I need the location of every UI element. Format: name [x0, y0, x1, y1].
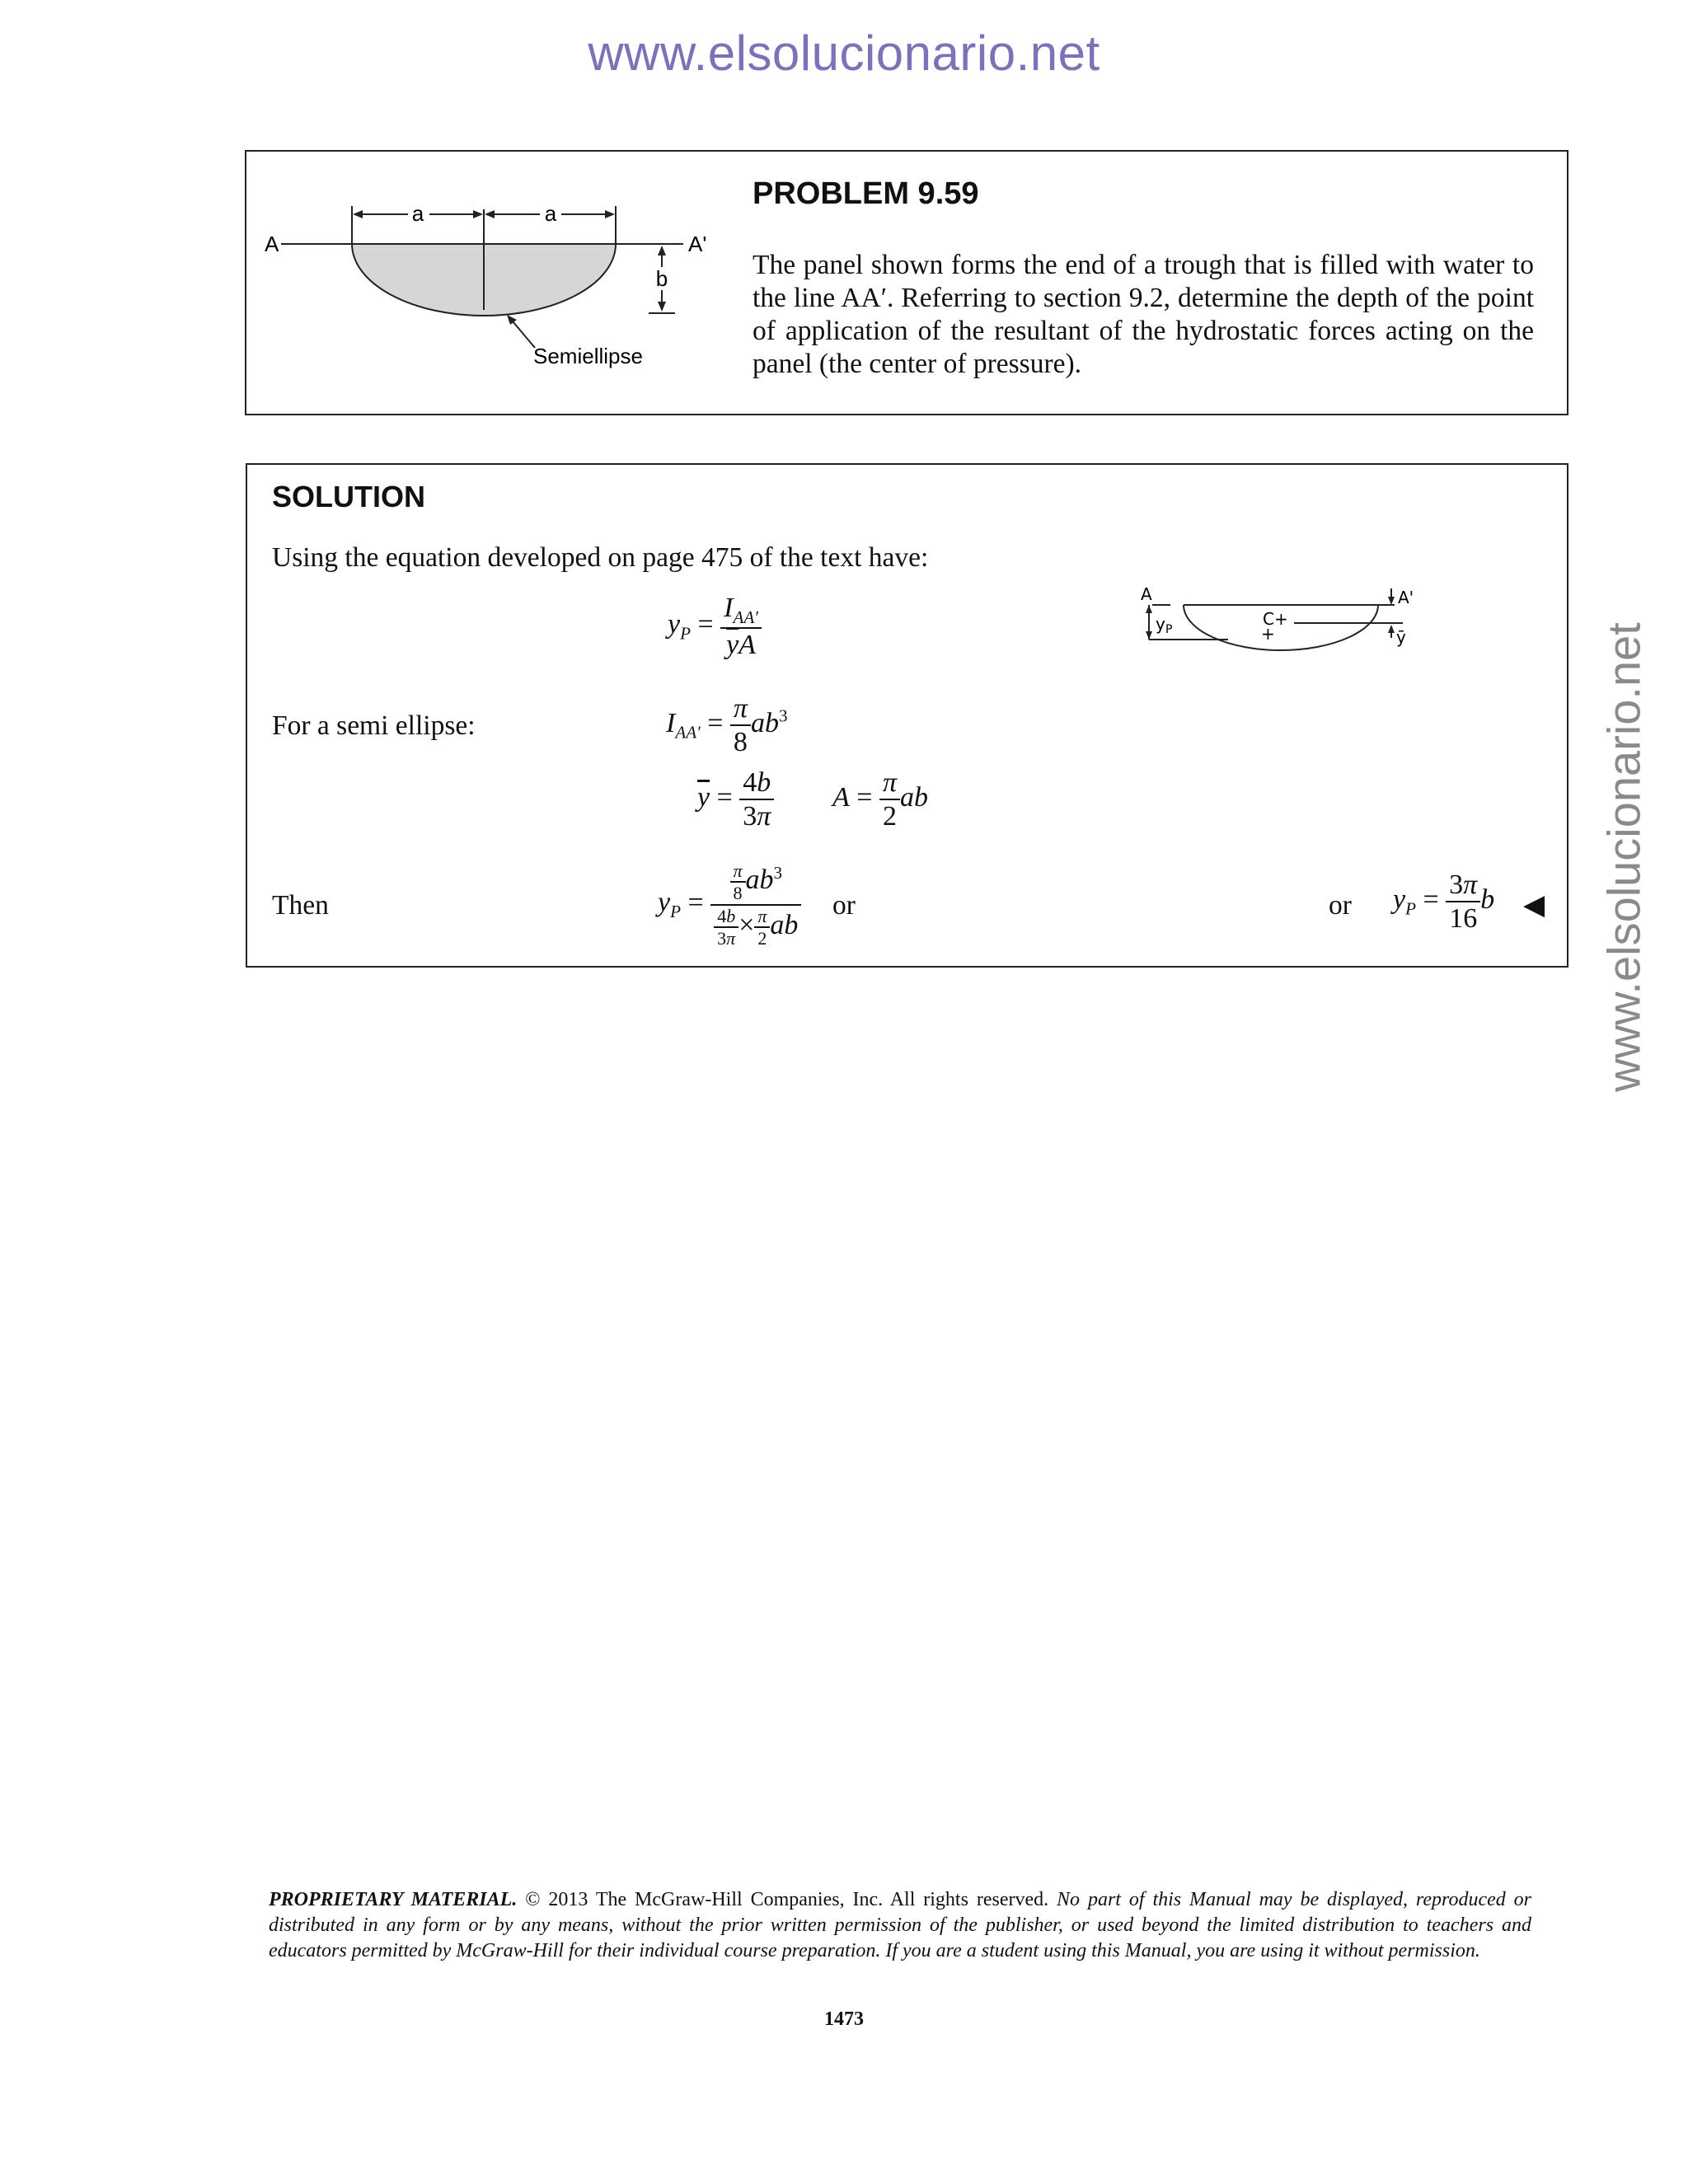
problem-statement: The panel shown forms the end of a trough that is filled with water to the line AA′. Referring to section 9.2, determine the depth of the point of application of the resultant of the hydrostatic forces acting on the panel (the center of pressure).	[753, 250, 1534, 379]
equation-moment-of-inertia: $I_{AA'}$ = $\frac{\pi}{8}$ $ab^3$	[666, 693, 788, 758]
figure-label-semiellipse: Semiellipse	[533, 344, 643, 368]
sketch-label-c: C+	[1263, 609, 1288, 629]
semi-ellipse-label: For a semi ellipse:	[272, 710, 476, 741]
sketch-label-ybar: ȳ	[1396, 627, 1406, 647]
center-of-pressure-sketch	[1137, 587, 1442, 669]
figure-label-A: A	[265, 232, 279, 256]
figure-label-a-left: a	[411, 201, 424, 226]
final-answer: $y_P$ = $\frac{3\pi}{16}$ b	[1393, 869, 1495, 935]
equation-yp-substitution: $y_P$ = $\frac{\pi}{8}$ $ab^3$ $\frac{4b}{3\pi}$ × $\frac{\pi}{2}$ ab	[658, 860, 801, 949]
solution-title: SOLUTION	[272, 480, 425, 513]
sketch-label-A-prime: A'	[1398, 588, 1414, 607]
footer-notice: No part of this Manual may be displayed, reproduced or distributed in any form or by any means, without the prior written permission of the publisher, or used beyond the limited distribution to teachers and educators permitted by McGraw-Hill for their individual course preparation. If you are a student using this Manual, you are using it without permission.	[269, 1889, 1532, 1961]
sketch-label-yp-sub: P	[1165, 623, 1173, 636]
problem-title: PROBLEM 9.59	[753, 176, 979, 211]
copyright-footer	[269, 1887, 1531, 1964]
then-label: Then	[272, 890, 329, 921]
or-text-2: or	[1329, 890, 1352, 921]
sketch-label-A: A	[1141, 587, 1152, 604]
figure-label-A-prime: A'	[688, 232, 707, 256]
or-text-1: or	[832, 890, 856, 921]
sketch-label-plus: +	[1261, 624, 1275, 644]
solution-box	[246, 463, 1568, 968]
figure-label-b: b	[655, 266, 668, 291]
equation-centroid-depth: $\overline{y}$ = $\frac{4b}{3\pi}$	[697, 766, 774, 832]
footer-copyright: © 2013 The McGraw-Hill Companies, Inc. All rights reserved.	[525, 1889, 1049, 1910]
equation-area: A = $\frac{\pi}{2}$ ab	[832, 767, 929, 832]
watermark-side: www.elsolucionario.net	[1597, 622, 1650, 1092]
sketch-label-yp: y	[1156, 614, 1165, 634]
equation-center-of-pressure: $y_P$ = $\frac{I_{AA'}}{\overline{y}A}$	[668, 592, 762, 661]
semiellipse-panel-figure	[246, 152, 724, 414]
problem-box	[245, 150, 1568, 415]
page-number: 1473	[824, 2008, 864, 2030]
solution-intro: Using the equation developed on page 475 of the text have:	[272, 542, 929, 573]
watermark-top: www.elsolucionario.net	[588, 26, 1100, 81]
footer-lead: PROPRIETARY MATERIAL.	[269, 1889, 518, 1910]
figure-label-a-right: a	[544, 201, 557, 226]
answer-marker-icon: ◀	[1523, 890, 1545, 921]
